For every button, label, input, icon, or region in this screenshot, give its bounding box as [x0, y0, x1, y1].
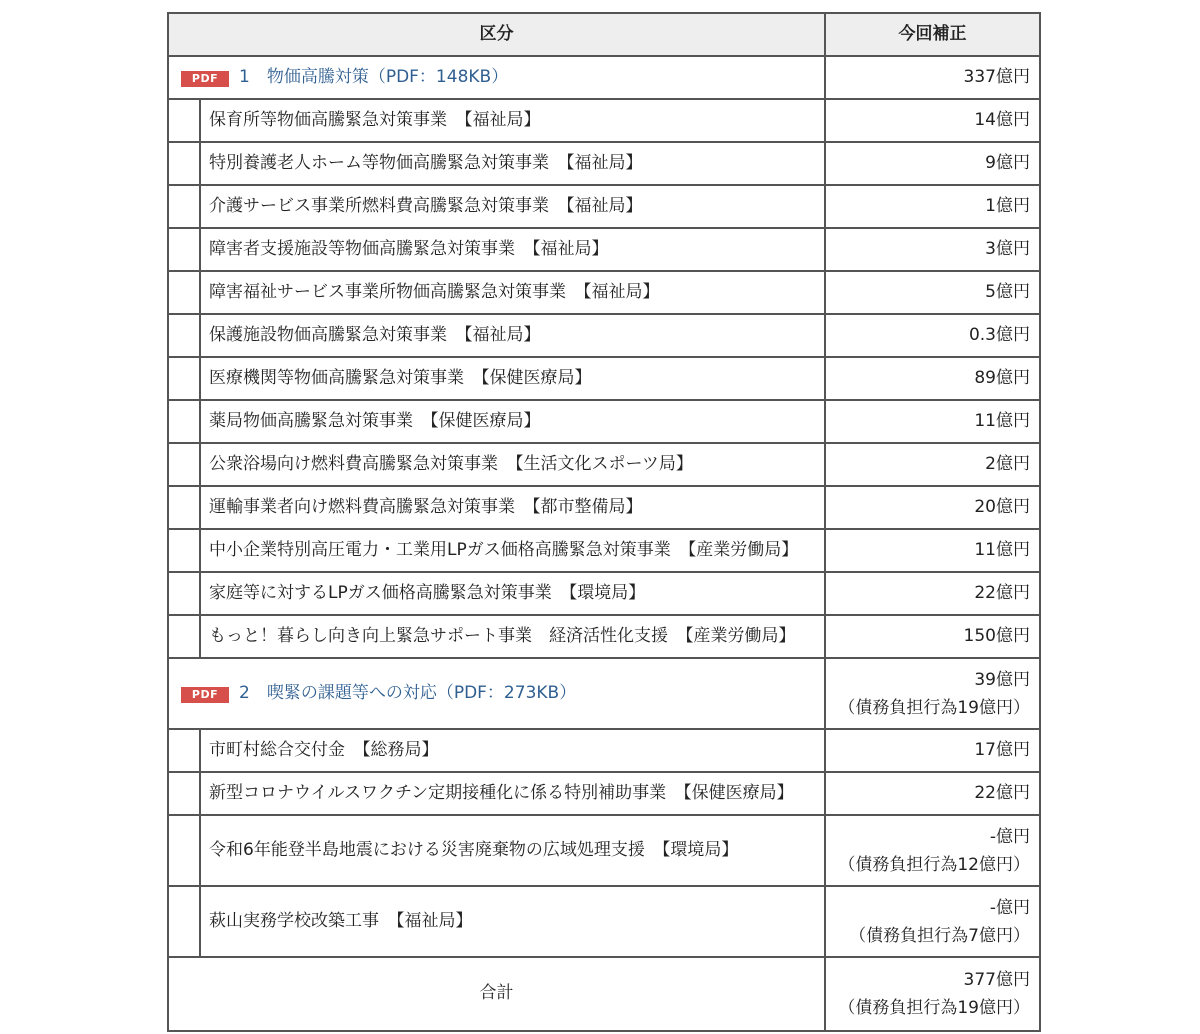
section-2-item-4-amount-note: （債務負担行為7億円）: [849, 925, 1030, 946]
section-1-item-13-amount: 150億円: [826, 616, 1039, 659]
section-1-item-5-amount: 5億円: [826, 272, 1039, 315]
section-1-item-1-amount: 14億円: [826, 100, 1039, 143]
budget-table: [167, 12, 1041, 1032]
row-indent: [169, 229, 201, 272]
section-1-link[interactable]: 1 物価高騰対策（PDF：148KB）: [239, 66, 509, 87]
section-1-item-3-amount: 1億円: [826, 186, 1039, 229]
row-indent: [169, 530, 201, 573]
section-1-item-9-amount: 2億円: [826, 444, 1039, 487]
section-1-item-5-label: 障害福祉サービス事業所物価高騰緊急対策事業 【福祉局】: [201, 272, 826, 315]
row-indent: [169, 887, 201, 958]
header-category: 区分: [169, 14, 826, 57]
section-2-item-2-amount: 22億円: [826, 773, 1039, 816]
section-1-item-8-amount: 11億円: [826, 401, 1039, 444]
row-indent: [169, 730, 201, 773]
section-2-item-4-label: 萩山実務学校改築工事 【福祉局】: [201, 887, 826, 958]
section-1-item-10-amount: 20億円: [826, 487, 1039, 530]
header-amount: 今回補正: [826, 14, 1039, 57]
section-2-item-1-label: 市町村総合交付金 【総務局】: [201, 730, 826, 773]
section-2-item-3-label: 令和6年能登半島地震における災害廃棄物の広域処理支援 【環境局】: [201, 816, 826, 887]
section-1-title-cell: [169, 57, 826, 100]
section-2-title-cell: [169, 659, 826, 730]
section-2-amount-cell: [826, 659, 1039, 730]
row-indent: [169, 444, 201, 487]
section-1-item-2-label: 特別養護老人ホーム等物価高騰緊急対策事業 【福祉局】: [201, 143, 826, 186]
section-1-item-7-label: 医療機関等物価高騰緊急対策事業 【保健医療局】: [201, 358, 826, 401]
section-2-item-3-amount-note: （債務負担行為12億円）: [838, 854, 1030, 875]
section-1-item-3-label: 介護サービス事業所燃料費高騰緊急対策事業 【福祉局】: [201, 186, 826, 229]
total-amount-note: （債務負担行為19億円）: [838, 998, 1030, 1018]
section-2-item-4-amount-cell: [826, 887, 1039, 958]
section-2-item-4-amount: -億円: [989, 897, 1030, 918]
section-1-item-4-amount: 3億円: [826, 229, 1039, 272]
total-label: 合計: [169, 958, 826, 1030]
section-1-item-11-amount: 11億円: [826, 530, 1039, 573]
row-indent: [169, 773, 201, 816]
total-amount: 377億円: [963, 970, 1030, 990]
row-indent: [169, 358, 201, 401]
section-2-item-2-label: 新型コロナウイルスワクチン定期接種化に係る特別補助事業 【保健医療局】: [201, 773, 826, 816]
row-indent: [169, 616, 201, 659]
pdf-icon: PDF: [181, 687, 229, 703]
row-indent: [169, 186, 201, 229]
section-1-item-9-label: 公衆浴場向け燃料費高騰緊急対策事業 【生活文化スポーツ局】: [201, 444, 826, 487]
row-indent: [169, 487, 201, 530]
section-1-item-10-label: 運輸事業者向け燃料費高騰緊急対策事業 【都市整備局】: [201, 487, 826, 530]
pdf-icon: PDF: [181, 71, 229, 87]
section-2-item-1-amount: 17億円: [826, 730, 1039, 773]
section-2-amount: 39億円: [974, 669, 1030, 690]
row-indent: [169, 816, 201, 887]
section-1-amount: 337億円: [826, 57, 1039, 100]
section-1-item-4-label: 障害者支援施設等物価高騰緊急対策事業 【福祉局】: [201, 229, 826, 272]
section-2-amount-note: （債務負担行為19億円）: [838, 697, 1030, 718]
row-indent: [169, 315, 201, 358]
section-1-item-6-amount: 0.3億円: [826, 315, 1039, 358]
section-1-item-13-label: もっと！暮らし向き向上緊急サポート事業 経済活性化支援 【産業労働局】: [201, 616, 826, 659]
section-1-item-7-amount: 89億円: [826, 358, 1039, 401]
section-2-item-3-amount-cell: [826, 816, 1039, 887]
section-1-item-2-amount: 9億円: [826, 143, 1039, 186]
row-indent: [169, 573, 201, 616]
section-1-item-6-label: 保護施設物価高騰緊急対策事業 【福祉局】: [201, 315, 826, 358]
section-1-item-12-amount: 22億円: [826, 573, 1039, 616]
section-1-item-1-label: 保育所等物価高騰緊急対策事業 【福祉局】: [201, 100, 826, 143]
section-1-item-12-label: 家庭等に対するLPガス価格高騰緊急対策事業 【環境局】: [201, 573, 826, 616]
section-2-item-3-amount: -億円: [989, 826, 1030, 847]
section-1-item-11-label: 中小企業特別高圧電力・工業用LPガス価格高騰緊急対策事業 【産業労働局】: [201, 530, 826, 573]
total-amount-cell: [826, 958, 1039, 1030]
section-1-item-8-label: 薬局物価高騰緊急対策事業 【保健医療局】: [201, 401, 826, 444]
section-2-link[interactable]: 2 喫緊の課題等への対応（PDF：273KB）: [239, 682, 577, 703]
row-indent: [169, 100, 201, 143]
row-indent: [169, 272, 201, 315]
row-indent: [169, 401, 201, 444]
row-indent: [169, 143, 201, 186]
